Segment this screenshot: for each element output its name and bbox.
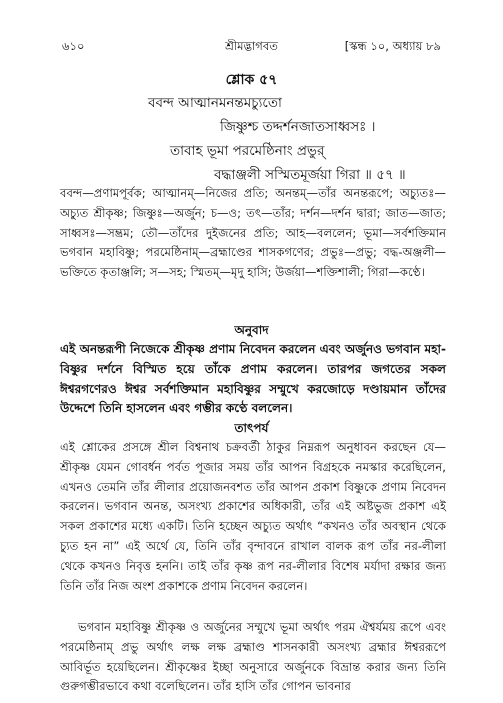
purport-paragraph-1 <box>60 438 446 596</box>
book-title: শ্রীমদ্ভাগবত <box>225 39 278 53</box>
running-header <box>62 38 441 54</box>
verse-line: জিষ্ণুশ্চ তদ্দর্শনজাতসাধ্বসঃ । <box>220 119 376 135</box>
verse-line: তাবাহ ভূমা পরমেষ্ঠিনাং প্রভুর্ <box>170 143 325 159</box>
purport-text: ভগবান মহাবিষ্ণু শ্রীকৃষ্ণ ও অর্জুনের সম্মুখে ভূমা অর্থাৎ পরম ঐশ্বর্যময় রূপে এবং পরমেষ্ঠিনাম্ প্রভু অর্থাৎ লক্ষ লক্ষ ব্রহ্মাণ্ড শাসনকারী অসংখ্য ব্রহ্মার ঈশ্বররূপে আবির্ভূত হয়েছিলেন। শ্রীকৃষ্ণের ইচ্ছা অনুসারে অর্জুনকে বিভ্রান্ত করার জন্য তিনি গুরুগম্ভীরভাবে কথা বলেছিলেন। তাঁর হাসি তাঁর গোপন ভাবনার <box>60 620 446 694</box>
verse-heading: শ্লোক ৫৭ <box>225 72 278 88</box>
page-number: ৬১০ <box>62 39 85 53</box>
chapter-reference: [স্কন্ধ ১০, অধ্যায় ৮৯ <box>344 39 441 53</box>
translation-block <box>60 340 446 419</box>
synonyms-block <box>60 184 446 283</box>
translation-heading: অনুবাদ <box>234 323 269 337</box>
synonyms-text: ববন্দ—প্রণামপূর্বক; আত্মানম্—নিজের প্রতি; অনন্তম্—তাঁর অনন্তরূপে; অচ্যুতঃ—অচ্যুত শ্রীকৃষ্ণ; জিষ্ণুঃ—অর্জুন; চ—ও; তৎ—তাঁর; দর্শন—দর্শন দ্বারা; জাত—জাত; সাধ্বসঃ—সম্ভ্রম; তৌ—তাঁদের দুইজনের প্রতি; আহ—বললেন; ভূমা—সর্বশক্তিমান ভগবান মহাবিষ্ণু; পরমেষ্ঠিনাম্—ব্রহ্মাণ্ডের শাসকগণের; প্রভুঃ—প্রভু; বদ্ধ-অঞ্জলী—ভক্তিতে কৃতাঞ্জলি; স—সহ; স্মিতম্—মৃদু হাসি; উর্জয়া—শক্তিশালী; গিরা—কণ্ঠে। <box>60 186 446 280</box>
purport-text: এই শ্লোকের প্রসঙ্গে শ্রীল বিশ্বনাথ চক্রবর্তী ঠাকুর নিম্নরূপ অনুধাবন করছেন যে—শ্রীকৃষ্ণ যেমন গোবর্ধন পর্বত পূজার সময় তাঁর আপন বিগ্রহকে নমস্কার করেছিলেন, এখনও তেমনি তাঁর লীলার প্রয়োজনবশত তাঁর আপন প্রকাশ বিষ্ণুকে প্রণাম নিবেদন করলেন। ভগবান অনন্ত, অসংখ্য প্রকাশের অধিকারী, তাঁর এই অষ্টভুজ প্রকাশ এই সকল প্রকাশের মধ্যে একটি। তিনি হচ্ছেন অচ্যুত অর্থাৎ “কখনও তাঁর অবস্থান থেকে চ্যুত হন না” এই অর্থে যে, তিনি তাঁর বৃন্দাবনে রাখাল বালক রূপ তাঁর নর-লীলা থেকে কখনও নিবৃত্ত হননি। তাই তাঁর কৃষ্ণ রূপ নর-লীলার বিশেষ মর্যাদা রক্ষার জন্য তিনি তাঁর নিজ অংশ প্রকাশকে প্রণাম নিবেদন করলেন। <box>60 440 446 593</box>
purport-paragraph-2 <box>60 618 446 697</box>
verse-line: বদ্ধাঞ্জলী সস্মিতমূর্জয়া গিরা ॥ ৫৭ ॥ <box>214 167 406 183</box>
translation-text: এই অনন্তরূপী নিজেকে শ্রীকৃষ্ণ প্রণাম নিবেদন করলেন এবং অর্জুনও ভগবান মহা-বিষ্ণুর দর্শনে বিস্মিত হয়ে তাঁকে প্রণাম করলেন। তারপর জগতের সকল ঈশ্বরগণেরও ঈশ্বর সর্বশক্তিমান মহাবিষ্ণুর সম্মুখে করজোড়ে দণ্ডায়মান তাঁদের উদ্দেশে তিনি হাসলেন এবং গম্ভীর কণ্ঠে বললেন। <box>60 342 446 416</box>
verse-line: ববন্দ আত্মানমনন্তমচ্যুতো <box>148 95 282 111</box>
purport-heading: তাৎপর্য <box>234 421 269 435</box>
